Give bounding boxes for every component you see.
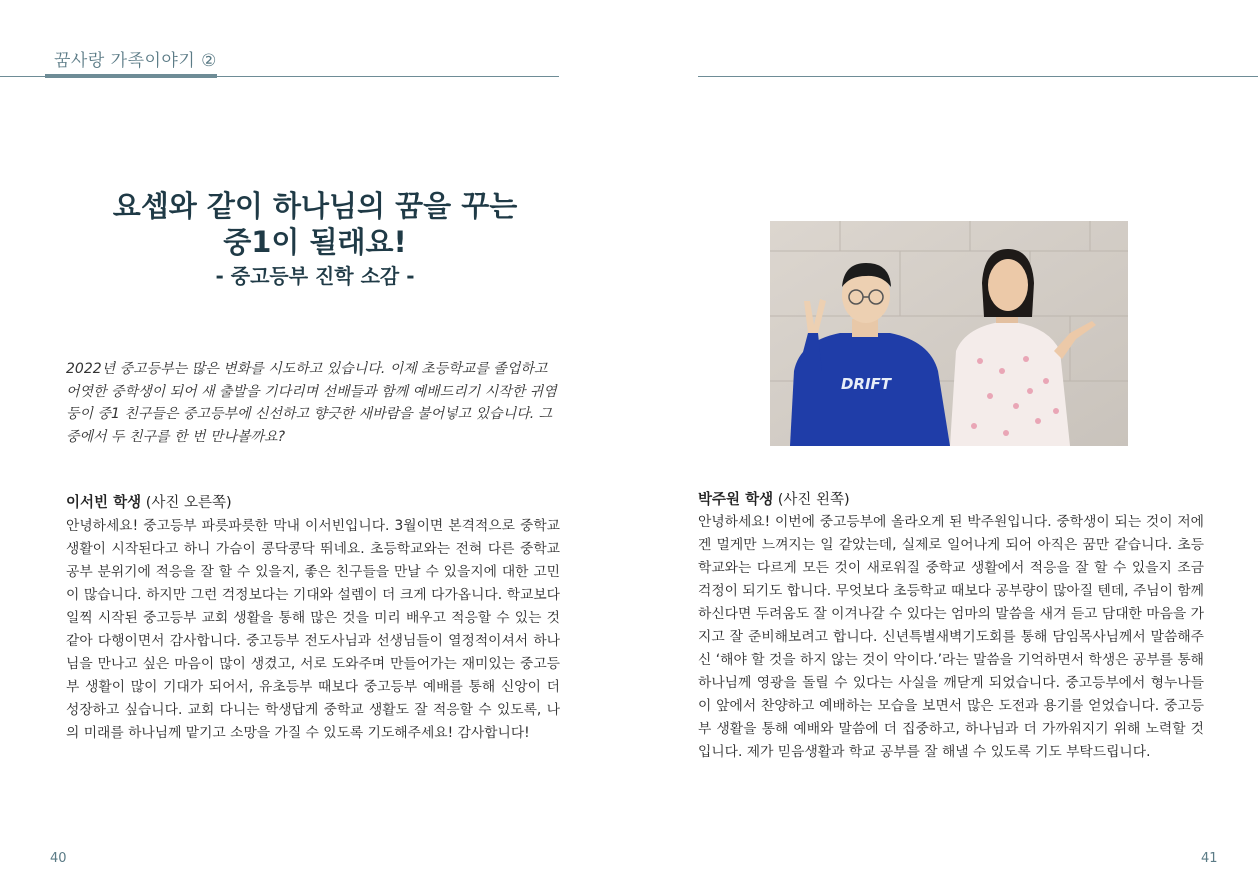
article-headline [60,188,570,290]
right-student-note: (사진 왼쪽) [773,492,850,508]
header-rule-accent [45,74,217,78]
left-student-name: 이서빈 학생 [66,495,142,511]
left-student-text: 안녕하세요! 중고등부 파릇파릇한 막내 이서빈입니다. 3월이면 본격적으로 중학교 생활이 시작된다고 하니 가슴이 콩닥콩닥 뛰네요. 초등학교와는 전혀 다른 중학교 공부 분위기에 적응을 잘 할 수 있을지, 좋은 친구들을 만날 수 있을지에 대한 고민이 많습니다. 하지만 그런 걱정보다는 기대와 설렘이 더 크게 다가옵니다. 학교보다 일찍 시작된 중고등부 교회 생활을 통해 많은 것을 미리 배우고 적응할 수 있는 것 같아 다행이면서 감사합니다. 중고등부 전도사님과 선생님들이 열정적이셔서 하나님을 만나고 싶은 마음이 많이 생겼고, 서로 도와주며 만들어가는 재미있는 중고등부 생활이 많이 기대가 되어서, 유초등부 때보다 중고등부 예배를 통해 신앙이 더 성장하고 싶습니다. 교회 다니는 학생답게 중학교 생활도 잘 적응할 수 있도록, 나의 미래를 하나님께 맡기고 소망을 가질 수 있도록 기도해주세요! 감사합니다! [66,518,560,741]
right-student-name: 박주원 학생 [698,492,774,508]
article-title-line2: 중1이 될래요! [223,225,407,259]
article-intro: 2022년 중고등부는 많은 변화를 시도하고 있습니다. 이제 초등학교를 졸업하고 어엿한 중학생이 되어 새 출발을 기다리며 선배들과 함께 예배드리기 시작한 귀염둥이 중1 친구들은 중고등부에 신선하고 향긋한 새바람을 불어넣고 있습니다. 그 중에서 두 친구를 한 번 만나볼까요? [66,361,557,445]
page-number-left: 40 [50,851,67,866]
right-student-text: 안녕하세요! 이번에 중고등부에 올라오게 된 박주원입니다. 중학생이 되는 것이 저에겐 멀게만 느껴지는 일 같았는데, 실제로 일어나게 되어 아직은 꿈만 같습니다. 초등학교와는 다르게 모든 것이 새로워질 중학교 생활에서 적응을 잘 할 수 있을지 조금 걱정이 되기도 합니다. 무엇보다 초등학교 때보다 공부량이 많아질 텐데, 주님이 함께 하신다면 두려움도 잘 이겨나갈 수 있다는 엄마의 말씀을 새겨 듣고 담대한 마음을 가지고 잘 준비해보려고 합니다. 신년특별새벽기도회를 통해 담임목사님께서 말씀해주신 ‘해야 할 것을 하지 않는 것이 악이다.’라는 말씀을 기억하면서 학생은 공부를 통해 하나님께 영광을 돌릴 수 있다는 사실을 깨닫게 되었습니다. 중고등부에서 형누나들이 앞에서 찬양하고 예배하는 모습을 보면서 많은 도전과 용기를 얻었습니다. 중고등부 생활을 통해 예배와 말씀에 더 집중하고, 하나님과 더 가까워지기 위해 노력할 것입니다. 제가 믿음생활과 학교 공부를 잘 해낼 수 있도록 기도 부탁드립니다. [698,514,1204,760]
right-student-heading [698,489,850,511]
left-student-heading [66,492,232,514]
article-title-line1: 요셉와 같이 하나님의 꿈을 꾸는 [112,189,518,223]
section-title: 꿈사랑 가족이야기 ② [54,51,217,71]
students-photo [770,221,1128,446]
left-student-note: (사진 오른쪽) [141,495,232,511]
students-photo-illustration [770,221,1128,446]
article-subtitle: - 중고등부 진학 소감 - [215,264,415,288]
shirt-text: DRIFT [840,375,892,393]
page-number-right: 41 [1201,851,1218,866]
header-rule-right [698,76,1258,77]
